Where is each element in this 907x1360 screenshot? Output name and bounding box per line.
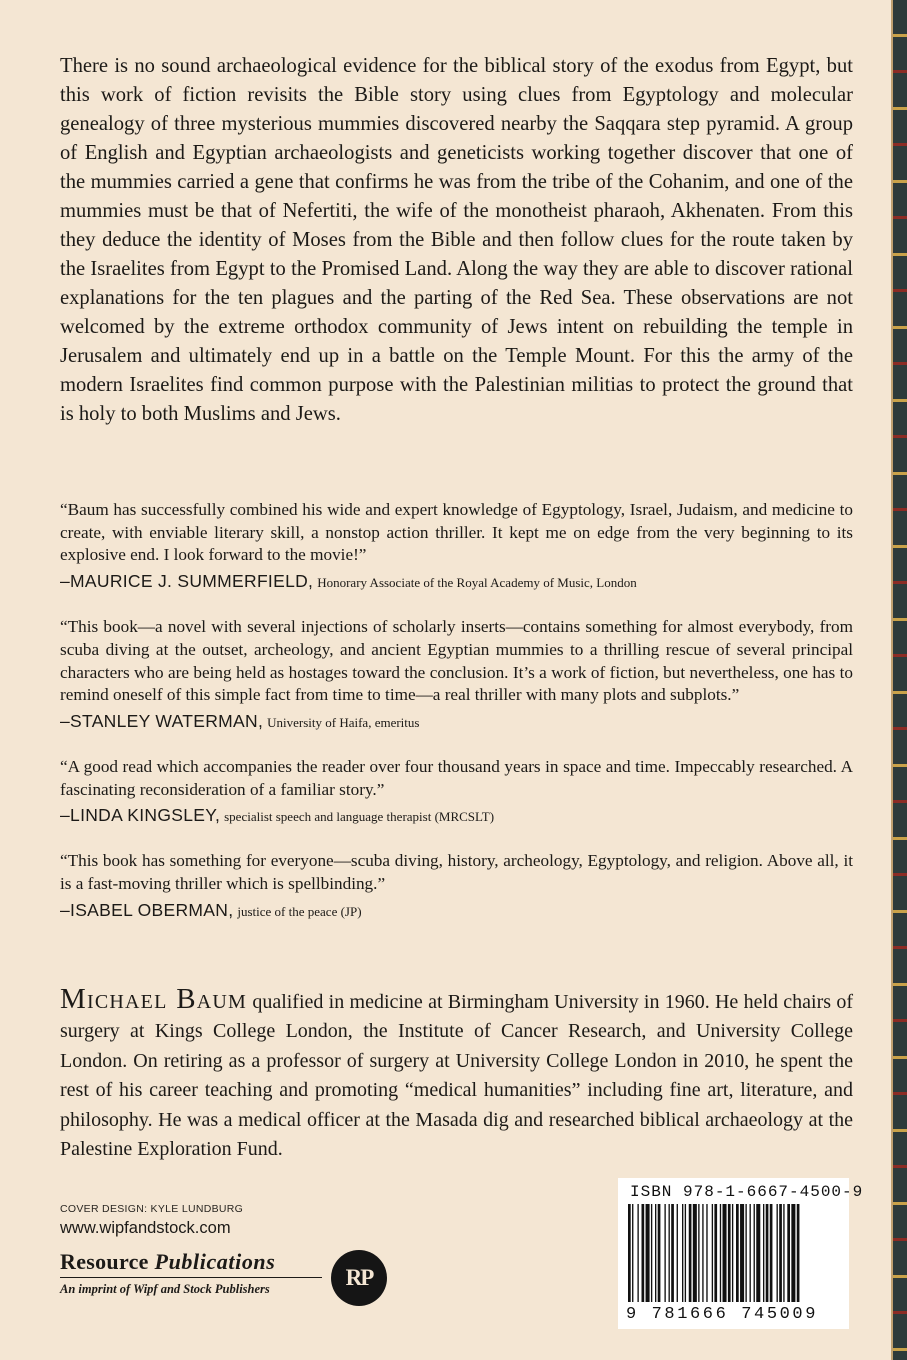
barcode-bar [671,1204,674,1302]
barcode-bar [669,1204,670,1302]
reviewer-role: University of Haifa, emeritus [267,714,420,730]
book-blurb: There is no sound archaeological evidence for the biblical story of the exodus from Egypt, but this work of fiction revisits the Bible story using clues from Egyptology and molecular genealogy of three mysterious mummies discovered nearby the Saqqara step pyramid. A group of English and Egyptian archaeologists and geneticists working together discover that one of the mummies carried a gene that confirms he was from the tribe of the Cohanim, and one of the mummies must be that of Nefertiti, the wife of the monotheist pharaoh, Akhenaten. From this they deduce the identity of Moses from the Bible and then follow clues for the route taken by the Israelites from Egypt to the Promised Land. Along the way they are able to discover rational explanations for the ten plagues and the parting of the Red Sea. These observations are not welcomed by the extreme orthodox community of Jews intent on rebuilding the temple in Jerusalem and ultimately end up in a battle on the Temple Mount. For this the army of the modern Israelites find common purpose with the Palestinian militias to protect the ground that is holy to both Muslims and Jews. [60,55,853,425]
barcode-bar [770,1204,773,1302]
review-quote: “This book—a novel with several injections of scholarly inserts—contains something for almost everybody, from scuba diving at the outset, archeology, and ancient Egyptian mummies to a thrilling rescue of several principal characters who are being held as hostages toward the conclusion. It’s a work of fiction, but nevertheless, one has to remind oneself of this simple fact from time to time—a real thriller with many plots and subplots.” [60,617,853,705]
barcode-bar [763,1204,764,1302]
review-quote: “A good read which accompanies the reader over four thousand years in space and time. Impeccably researched. A fascinating reconsideration of a familiar story.” [60,756,853,799]
publisher-name-italic: Publications [154,1249,276,1274]
barcode-bar [655,1204,656,1302]
barcode-digits: 9 781666 745009 [626,1305,819,1324]
review [60,850,853,923]
barcode-bar [728,1204,731,1302]
isbn-label: ISBN 978-1-6667-4500-9 [630,1183,864,1201]
barcode-bar [664,1204,665,1302]
review-quote: “Baum has successfully combined his wide and expert knowledge of Egyptology, Israel, Judaism, and medicine to create, with enviable literary skill, a nonstop action thriller. It kept me on edge from the very beginning to its explosive end. I look forward to the movie!” [60,500,853,565]
barcode-bar [720,1204,721,1302]
publisher-name-regular: Resource [60,1249,155,1274]
barcode-bar [698,1204,699,1302]
barcode-bar [736,1204,739,1302]
barcode-bar [712,1204,713,1302]
barcode-bar [706,1204,707,1302]
review [60,499,853,595]
barcode-bar [682,1204,683,1302]
barcode-bar [766,1204,769,1302]
imprint-prefix: An imprint of [60,1282,134,1296]
review-attribution [60,709,853,735]
barcode-bar [732,1204,733,1302]
barcode-bar [783,1204,784,1302]
reviewer-role: Honorary Associate of the Royal Academy of Music, London [317,575,637,591]
barcode-bar [642,1204,645,1302]
reviews-section [60,499,853,945]
reviewer-name: –STANLEY WATERMAN, [60,710,264,731]
review-attribution [60,803,853,829]
barcode-bar [702,1204,703,1302]
author-bio-text: qualified in medicine at Birmingham University in 1960. He held chairs of surgery at Kings College London, the Institute of Cancer Research, and University College London. On retiring as a professor of surgery at University College London in 2010, he spent the rest of his career teaching and promoting “medical humanities” including fine art, literature, and philosophy. He was a medical officer at the Masada dig and researched biblical archaeology at the Palestine Exploration Fund. [60,991,853,1161]
imprint-line [60,1282,270,1297]
barcode-bar [777,1204,778,1302]
imprint-name: Wipf and Stock Publishers [133,1282,270,1296]
reviewer-name: –LINDA KINGSLEY, [60,805,221,826]
barcode-bar [791,1204,795,1302]
cover-design-credit: COVER DESIGN: KYLE LUNDBURG [60,1203,244,1215]
barcode-bar [740,1204,744,1302]
reviewer-role: justice of the peace (JP) [237,903,362,919]
author-bio [60,985,853,1164]
barcode-bar [689,1204,692,1302]
border-rule [891,0,893,1360]
barcode-bar [756,1204,760,1302]
reviewer-name: –MAURICE J. SUMMERFIELD, [60,571,314,592]
publisher-website: www.wipfandstock.com [60,1219,231,1237]
barcode-icon [628,1204,840,1302]
barcode-bar [677,1204,678,1302]
author-name: Michael Baum [60,983,248,1015]
publisher-name [60,1249,275,1275]
barcode-bar [745,1204,746,1302]
barcode-bar [646,1204,650,1302]
barcode-bar [750,1204,751,1302]
review-attribution [60,898,853,924]
barcode-bar [754,1204,755,1302]
barcode-bar [797,1204,800,1302]
barcode-bar [779,1204,782,1302]
barcode-bar [632,1204,633,1302]
barcode-bar [685,1204,686,1302]
review [60,756,853,829]
barcode-bar [693,1204,697,1302]
reviewer-name: –ISABEL OBERMAN, [60,899,234,920]
review [60,616,853,735]
review-quote: “This book has something for everyone—scuba diving, history, archeology, Egyptology, and religion. Above all, it is a fast-moving thriller which is spellbinding.” [60,851,853,894]
barcode-bar [658,1204,661,1302]
barcode-bar [787,1204,790,1302]
reviewer-role: specialist speech and language therapist (MRCSLT) [224,809,495,825]
publisher-logo: RP [331,1250,387,1306]
barcode-bar [628,1204,631,1302]
decorative-border [893,0,907,1360]
barcode-bar [637,1204,638,1302]
barcode-bar [651,1204,652,1302]
barcode-bar [714,1204,717,1302]
barcode-bar [723,1204,727,1302]
publisher-rule [60,1277,322,1278]
review-attribution [60,569,853,595]
